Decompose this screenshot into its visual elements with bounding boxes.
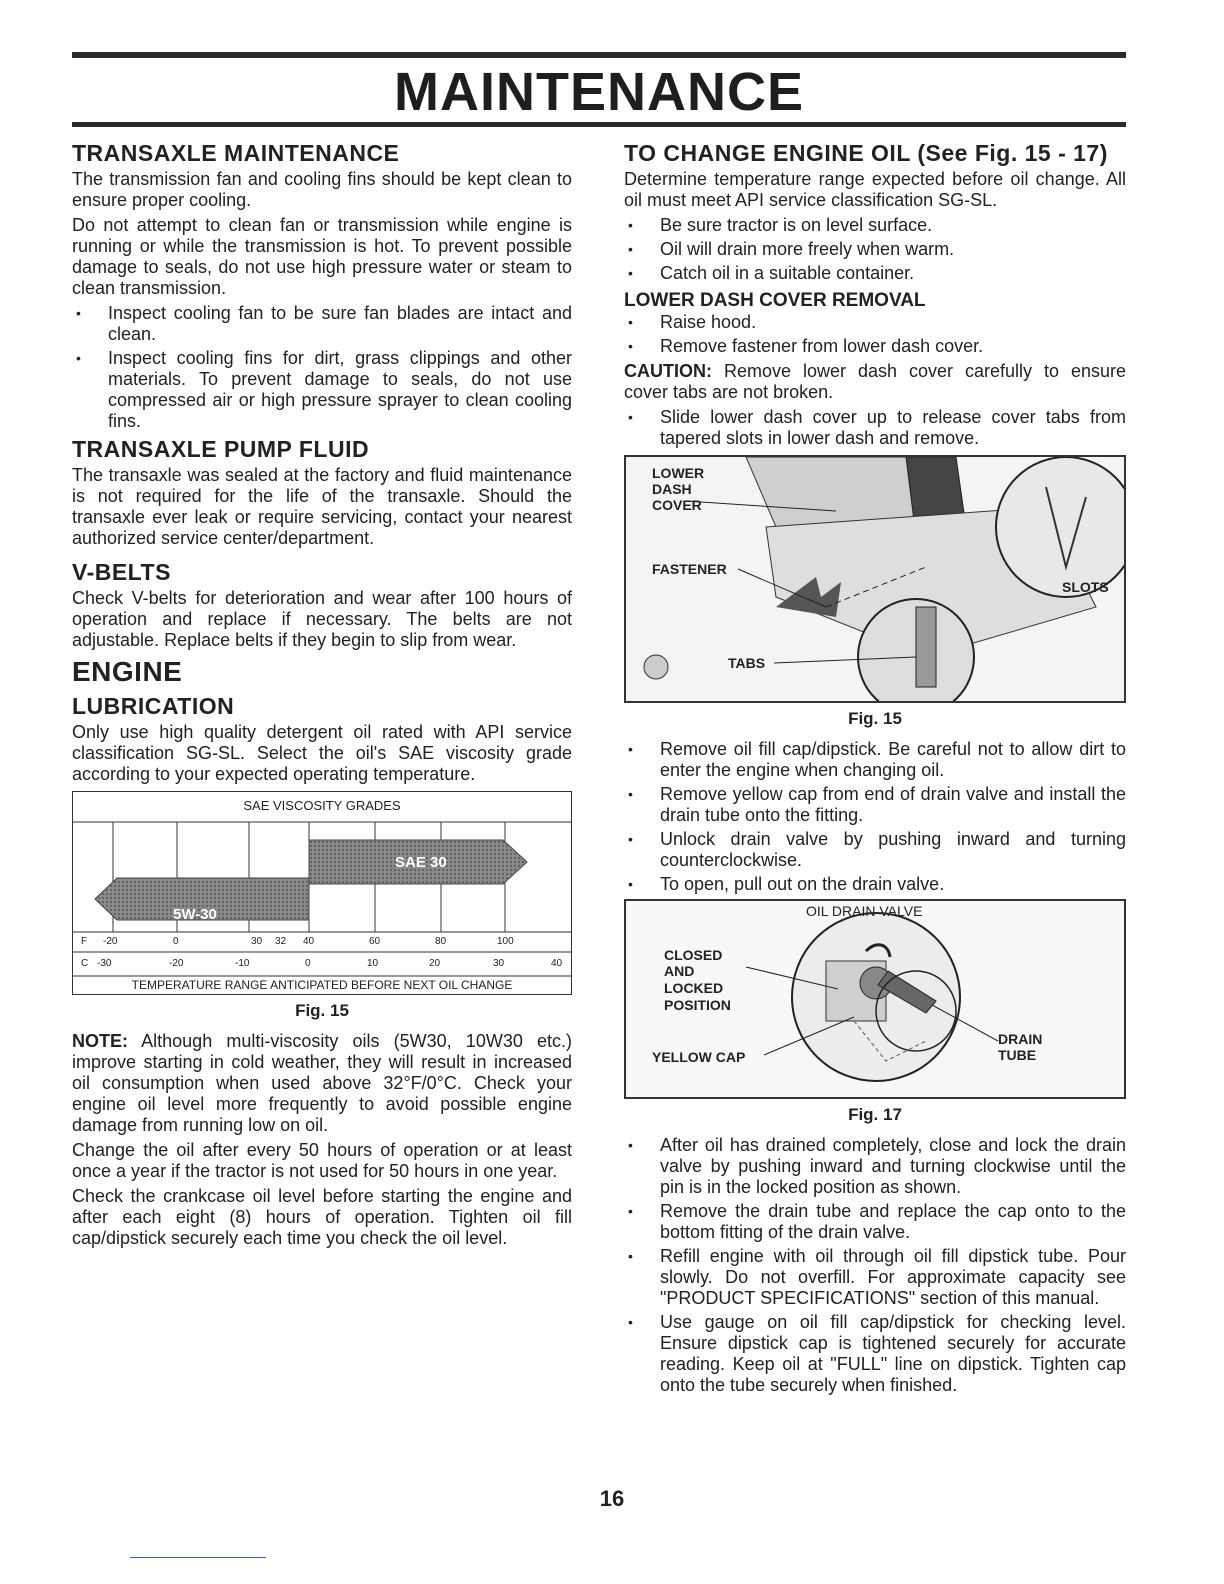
- fig17-label-locked: LOCKED: [664, 980, 724, 996]
- caution-paragraph: [624, 361, 1126, 403]
- header-rule-top: [72, 52, 1126, 58]
- f-tick: 80: [435, 936, 447, 947]
- change-oil-paragraph: Change the oil after every 50 hours of operation or at least once a year if the tractor is not used for 50 hours in one year.: [72, 1140, 572, 1181]
- change-oil-bullets: [624, 215, 1126, 284]
- vbelts-p1: Check V-belts for deterioration and wear after 100 hours of operation and replace if necessary. The belts are not adjustable. Replace belts if they begin to slip from wear.: [72, 588, 572, 650]
- chart-caption: Fig. 15: [295, 1001, 349, 1020]
- page-number: 16: [599, 1486, 625, 1511]
- list-item: • Unlock drain valve by pushing inward and turning counterclockwise.: [624, 829, 1126, 871]
- fig17-label-yellow-cap: YELLOW CAP: [652, 1049, 746, 1065]
- refill-bullets: [624, 1135, 1126, 1396]
- f-tick: 30: [251, 936, 263, 947]
- f-tick: 0: [173, 936, 179, 947]
- fig17-title: OIL DRAIN VALVE: [806, 903, 923, 919]
- list-item: • Slide lower dash cover up to release cover tabs from tapered slots in lower dash and remove.: [624, 407, 1126, 449]
- f-tick: 60: [369, 936, 381, 947]
- c-axis-label: C: [81, 958, 89, 969]
- note-lead: NOTE:: [72, 1031, 128, 1051]
- fig17-illustration: [624, 899, 1126, 1099]
- f-axis-label: F: [81, 936, 88, 947]
- caution-text: Remove lower dash cover carefully to ensure cover tabs are not broken.: [624, 361, 1126, 402]
- list-item: • Remove oil fill cap/dipstick. Be careful not to allow dirt to enter the engine when changing oil.: [624, 739, 1126, 781]
- drain-bullets: [624, 739, 1126, 895]
- dash-cover-heading: LOWER DASH COVER REMOVAL: [624, 290, 926, 311]
- fig17-label-drain: DRAIN: [998, 1031, 1043, 1047]
- fig15-label-cover: COVER: [652, 497, 702, 513]
- pump-fluid-heading: TRANSAXLE PUMP FLUID: [72, 436, 370, 462]
- c-tick: 40: [551, 958, 563, 969]
- list-item: • Use gauge on oil fill cap/dipstick for checking level. Ensure dipstick cap is tightened securely for accurate reading. Keep oil at "FULL" line on dipstick. Tighten cap onto the tube securely when finished.: [624, 1312, 1126, 1396]
- change-oil-p1: Determine temperature range expected before oil change. All oil must meet API service classification SG-SL.: [624, 169, 1126, 210]
- lubrication-p1: Only use high quality detergent oil rated with API service classification SG-SL. Select the oil's SAE viscosity grade according to your expected operating temperature.: [72, 722, 572, 784]
- fig17-label-position: POSITION: [664, 997, 731, 1013]
- transaxle-p1: The transmission fan and cooling fins should be kept clean to ensure proper cooling.: [72, 169, 572, 210]
- fig15-drawing: [626, 457, 1124, 701]
- transaxle-maintenance-heading: TRANSAXLE MAINTENANCE: [72, 140, 400, 166]
- f-tick: 100: [497, 936, 514, 947]
- list-item: • Remove fastener from lower dash cover.: [624, 336, 1126, 357]
- c-tick: 30: [493, 958, 505, 969]
- c-tick: -20: [169, 958, 184, 969]
- fig17-label-tube: TUBE: [998, 1047, 1037, 1063]
- list-item: • Refill engine with oil through oil fill dipstick tube. Pour slowly. Do not overfill. For approximate capacity see "PRODUCT SPECIFICATIONS" section of this manual.: [624, 1246, 1126, 1309]
- list-item: • Raise hood.: [624, 312, 1126, 333]
- list-item: • Catch oil in a suitable container.: [624, 263, 1126, 284]
- f-tick: -20: [103, 936, 118, 947]
- lubrication-heading: LUBRICATION: [72, 693, 235, 719]
- footer-line: [130, 1557, 266, 1558]
- right-column: [624, 138, 1126, 1400]
- list-item: • Oil will drain more freely when warm.: [624, 239, 1126, 260]
- fig15-caption: Fig. 15: [848, 709, 902, 728]
- engine-heading: ENGINE: [72, 656, 183, 687]
- c-tick: 10: [367, 958, 379, 969]
- fig15-label-slots: SLOTS: [1062, 579, 1109, 595]
- list-item: • After oil has drained completely, close and lock the drain valve by pushing inward and turning clockwise until the pin is in the locked position as shown.: [624, 1135, 1126, 1198]
- transaxle-bullets: [72, 303, 572, 432]
- viscosity-chart: [72, 791, 572, 995]
- list-item: • Inspect cooling fan to be sure fan blades are intact and clean.: [72, 303, 572, 345]
- fig17-label-and: AND: [664, 963, 695, 979]
- fig15-label-dash: DASH: [652, 481, 692, 497]
- change-oil-heading: TO CHANGE ENGINE OIL (See Fig. 15 - 17): [624, 140, 1108, 166]
- f-tick: 40: [303, 936, 315, 947]
- fig15-illustration: [624, 455, 1126, 703]
- list-item: • Remove yellow cap from end of drain valve and install the drain tube onto the fitting.: [624, 784, 1126, 826]
- vbelts-heading: V-BELTS: [72, 559, 171, 585]
- dash-cover-bullets: [624, 312, 1126, 357]
- transaxle-p2: Do not attempt to clean fan or transmission while engine is running or while the transmission is hot. To prevent possible damage to seals, do not use high pressure water or steam to clean transmission.: [72, 215, 572, 298]
- header-rule-bottom: [72, 122, 1126, 127]
- c-tick: 0: [305, 958, 311, 969]
- left-column: [72, 138, 572, 1253]
- label-5w30: 5W-30: [173, 906, 217, 923]
- c-tick: -30: [97, 958, 112, 969]
- list-item: • Be sure tractor is on level surface.: [624, 215, 1126, 236]
- note-text: Although multi-viscosity oils (5W30, 10W30 etc.) improve starting in cold weather, they will result in increased oil consumption when used above 32°F/0°C. Check your engine oil level more frequently to avoid possible engine damage from running low on oil.: [72, 1031, 572, 1135]
- fig15-label-fastener: FASTENER: [652, 561, 727, 577]
- slide-cover-bullets: [624, 407, 1126, 449]
- chart-title: SAE VISCOSITY GRADES: [243, 798, 401, 813]
- pump-fluid-p1: The transaxle was sealed at the factory and fluid maintenance is not required for the life of the transaxle. Should the transaxle ever leak or require servicing, contact your nearest authorized service center/department.: [72, 465, 572, 548]
- c-tick: -10: [235, 958, 250, 969]
- c-tick: 20: [429, 958, 441, 969]
- fig15-label-tabs: TABS: [728, 655, 766, 671]
- list-item: • To open, pull out on the drain valve.: [624, 874, 1126, 895]
- check-oil-paragraph: Check the crankcase oil level before starting the engine and after each eight (8) hours of operation. Tighten oil fill cap/dipstick securely each time you check the oil level.: [72, 1186, 572, 1248]
- page-title: MAINTENANCE: [394, 62, 804, 122]
- list-item: • Inspect cooling fins for dirt, grass clippings and other materials. To prevent damage to seals, do not use compressed air or high pressure sprayer to clean cooling fins.: [72, 348, 572, 432]
- list-item: • Remove the drain tube and replace the cap onto to the bottom fitting of the drain valve.: [624, 1201, 1126, 1243]
- f-tick: 32: [275, 936, 287, 947]
- note-paragraph: [72, 1031, 572, 1136]
- fig15-label-lower: LOWER: [652, 465, 705, 481]
- caution-lead: CAUTION:: [624, 361, 712, 381]
- label-sae30: SAE 30: [395, 854, 447, 871]
- chart-bottom-label: TEMPERATURE RANGE ANTICIPATED BEFORE NEXT OIL CHANGE: [131, 978, 513, 992]
- fig17-caption: Fig. 17: [848, 1105, 902, 1124]
- fig17-label-closed: CLOSED: [664, 947, 723, 963]
